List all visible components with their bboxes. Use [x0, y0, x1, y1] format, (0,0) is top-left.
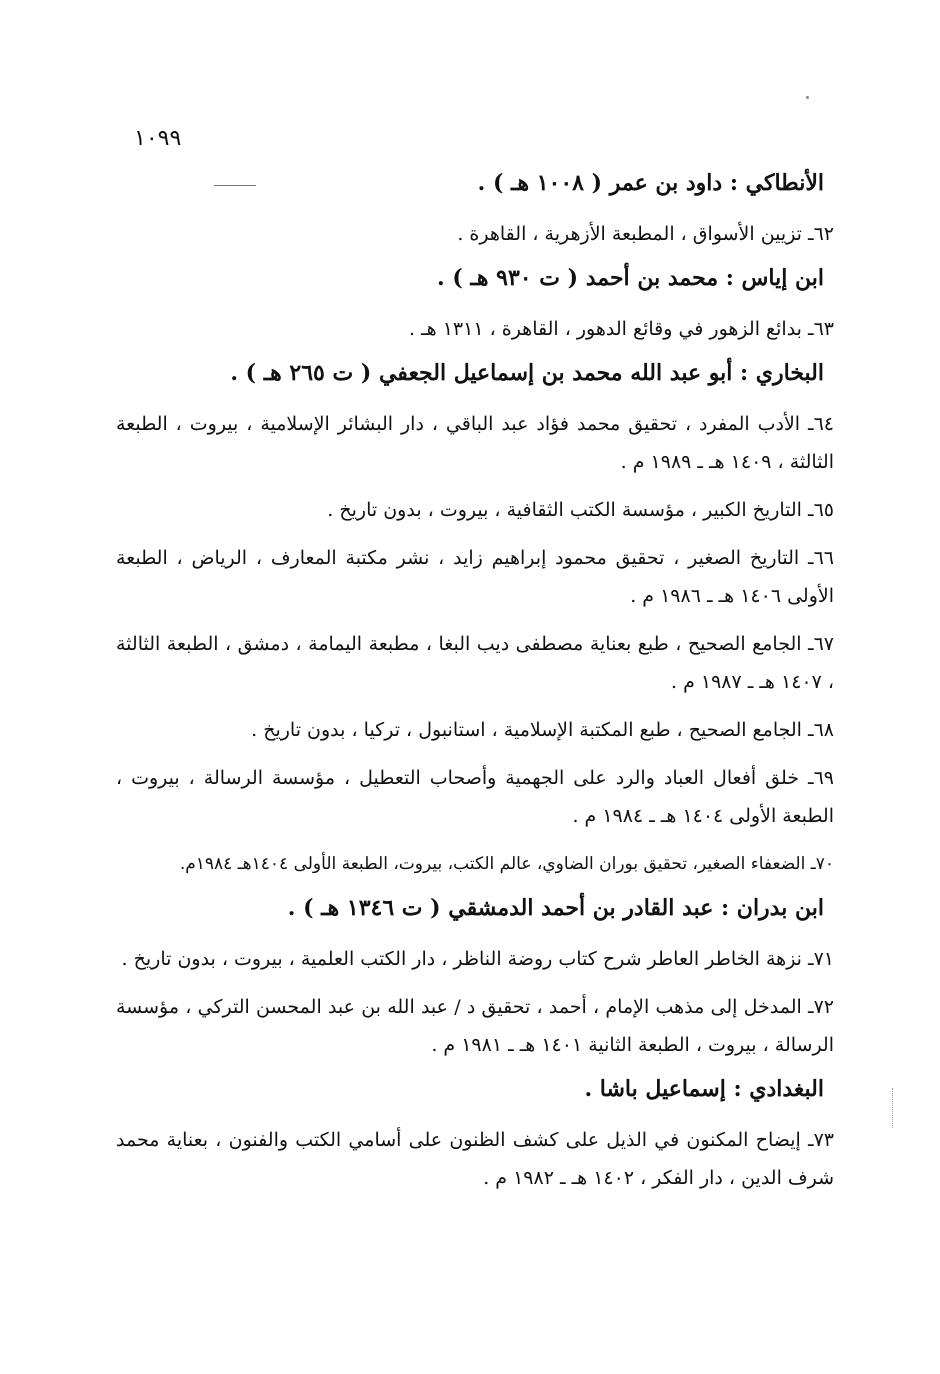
author-heading: البخاري : أبو عبد الله محمد بن إسماعيل الجعفي ( ت ٢٦٥ هـ ) .	[230, 360, 824, 386]
bibliography-entry: ٦٩ـ خلق أفعال العباد والرد على الجهمية وأصحاب التعطيل ، مؤسسة الرسالة ، بيروت ، الطبعة الأولى ١٤٠٤ هـ ـ ١٩٨٤ م .	[116, 767, 834, 827]
bibliography-entry: ٧٣ـ إيضاح المكنون في الذيل على كشف الظنون على أسامي الكتب والفنون ، بعناية محمد شرف الدين ، دار الفكر ، ١٤٠٢ هـ ـ ١٩٨٢ م .	[116, 1129, 834, 1189]
author-heading: ابن إياس : محمد بن أحمد ( ت ٩٣٠ هـ ) .	[437, 265, 824, 291]
bibliography-entry: ٦٣ـ بدائع الزهور في وقائع الدهور ، القاهرة ، ١٣١١ هـ .	[408, 318, 834, 340]
stray-mark	[806, 96, 809, 99]
bibliography-entry: ٦٥ـ التاريخ الكبير ، مؤسسة الكتب الثقافية ، بيروت ، بدون تاريخ .	[327, 499, 834, 521]
bibliography-entry: ٧١ـ نزهة الخاطر العاطر شرح كتاب روضة الناظر ، دار الكتب العلمية ، بيروت ، بدون تاريخ .	[121, 948, 834, 970]
margin-marks	[892, 1088, 895, 1128]
author-heading: الأنطاكي : داود بن عمر ( ١٠٠٨ هـ ) .	[477, 170, 824, 196]
bibliography-entry: ٦٨ـ الجامع الصحيح ، طبع المكتبة الإسلامية ، استانبول ، تركيا ، بدون تاريخ .	[251, 719, 834, 741]
bibliography-entry: ٦٦ـ التاريخ الصغير ، تحقيق محمود إبراهيم زايد ، نشر مكتبة المعارف ، الرياض ، الطبعة الأولى ١٤٠٦ هـ ـ ١٩٨٦ م .	[116, 547, 834, 607]
bibliography-entry: ٦٢ـ تزيين الأسواق ، المطبعة الأزهرية ، القاهرة .	[457, 223, 834, 245]
bibliography-entry: ٦٤ـ الأدب المفرد ، تحقيق محمد فؤاد عبد الباقي ، دار البشائر الإسلامية ، بيروت ، الطبعة الثالثة ، ١٤٠٩ هـ ـ ١٩٨٩ م .	[116, 413, 834, 473]
bibliography-entry: ٧٢ـ المدخل إلى مذهب الإمام ، أحمد ، تحقيق د / عبد الله بن عبد المحسن التركي ، مؤسسة الرسالة ، بيروت ، الطبعة الثانية ١٤٠١ هـ ـ ١٩٨١ م .	[116, 996, 834, 1056]
author-heading: البغدادي : إسماعيل باشا .	[584, 1076, 824, 1102]
bibliography-list	[116, 168, 834, 1207]
bibliography-entry: ٦٧ـ الجامع الصحيح ، طبع بعناية مصطفى ديب البغا ، مطبعة اليمامة ، دمشق ، الطبعة الثالثة ، ١٤٠٧ هـ ـ ١٩٨٧ م .	[116, 633, 834, 693]
author-heading: ابن بدران : عبد القادر بن أحمد الدمشقي ( ت ١٣٤٦ هـ ) .	[287, 895, 824, 921]
page-number: ١٠٩٩	[134, 126, 182, 151]
bibliography-entry: ٧٠ـ الضعفاء الصغير، تحقيق بوران الضاوي، عالم الكتب، بيروت، الطبعة الأولى ١٤٠٤هـ ١٩٨٤م.	[179, 854, 834, 874]
